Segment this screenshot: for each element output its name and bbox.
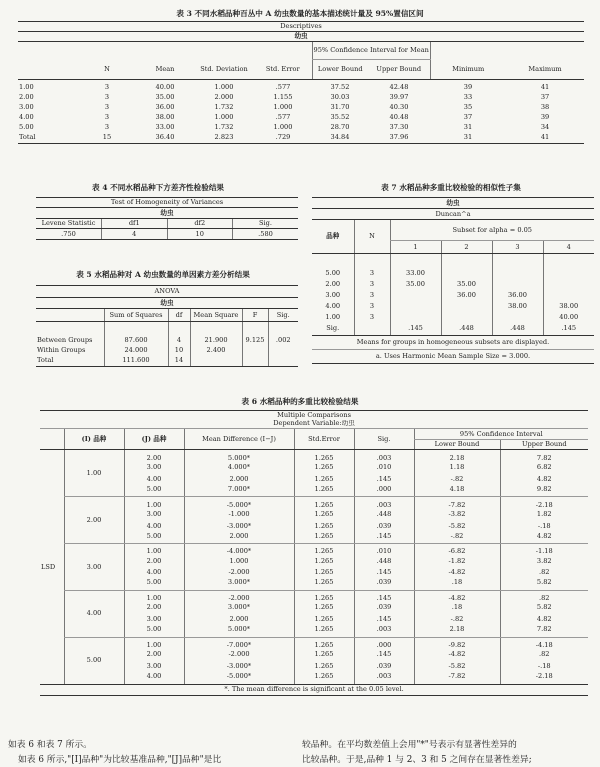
table6-cell: 1.265: [294, 602, 354, 614]
table6-cell: -3.000*: [184, 520, 294, 532]
table3-header-std-dev: Std. Deviation: [194, 60, 254, 80]
table6-title: Multiple Comparisons: [40, 411, 588, 420]
table6-cell: .145: [354, 590, 414, 602]
table6-cell: .448: [354, 555, 414, 567]
table6-cell: -4.18: [500, 637, 588, 649]
table6-cell: 1.265: [294, 508, 354, 520]
table7-method: Duncan^a: [312, 209, 594, 220]
table3-header-mean: Mean: [136, 60, 194, 80]
table7: [312, 197, 594, 364]
table6-cell: 1.265: [294, 462, 354, 474]
table6-cell: 5.000*: [184, 450, 294, 462]
table4-header-df2: df2: [167, 219, 233, 229]
table6-cell: 4.82: [500, 614, 588, 626]
table6-cell: 1.265: [294, 473, 354, 485]
table7-title: 幼虫: [312, 198, 594, 209]
table6-cell: -.18: [500, 660, 588, 672]
table6-cell: 2.00: [124, 602, 184, 614]
table6-cell: -7.82: [414, 497, 500, 509]
table3-header-lower: Lower Bound: [312, 60, 368, 80]
table6-cell: .448: [354, 508, 414, 520]
table6-cell: 7.82: [500, 625, 588, 637]
table6-cell: 3.000*: [184, 579, 294, 591]
table-row: Total 111.600 14: [36, 356, 298, 367]
table-row: 5.00 3 33.00: [312, 268, 594, 279]
table6-cell: .003: [354, 672, 414, 684]
table6-cell: -2.000: [184, 567, 294, 579]
table6-group-i: 1.00: [64, 450, 124, 497]
table6-cell: -2.000: [184, 590, 294, 602]
table6-col-i: (I) 品种: [64, 429, 124, 450]
table6-cell: 1.00: [124, 637, 184, 649]
table6-dependent: Dependent Variable:幼虫: [40, 420, 588, 429]
table6-cell: -1.18: [500, 544, 588, 556]
table6-cell: -3.82: [414, 508, 500, 520]
table5-header-ms: Mean Square: [190, 309, 242, 322]
table6-cell: 2.00: [124, 555, 184, 567]
table6-cell: .145: [354, 567, 414, 579]
table-row: 4.00 3 38.00 38.00: [312, 301, 594, 312]
table6-cell: -2.18: [500, 497, 588, 509]
table6-cell: .039: [354, 660, 414, 672]
table6-cell: -6.82: [414, 544, 500, 556]
table-row: [40, 637, 588, 649]
table3-header-max: Maximum: [506, 60, 584, 80]
table6-cell: -.82: [414, 614, 500, 626]
table6-cell: -5.82: [414, 660, 500, 672]
table6-group-i: 5.00: [64, 637, 124, 684]
table6-cell: .82: [500, 567, 588, 579]
table4-header-levene: Levene Statistic: [36, 219, 102, 229]
table6-cell: 1.265: [294, 497, 354, 509]
table-row: 2.00 3 35.00 35.00: [312, 279, 594, 290]
table3-ci-header: 95% Confidence Interval for Mean: [312, 42, 430, 60]
table7-subset-2: 2: [441, 241, 492, 254]
table5-header-ss: Sum of Squares: [104, 309, 168, 322]
table5-header-f: F: [242, 309, 268, 322]
table-row: 5.00 3 33.00 1.732 1.000 28.70 37.30 31 34: [19, 123, 550, 132]
table6-cell: 4.00: [124, 672, 184, 684]
table6-method: LSD: [41, 562, 56, 571]
table6-cell: 1.265: [294, 579, 354, 591]
table6-cell: .003: [354, 450, 414, 462]
table3-caption: 表 3 不同水稻品种百丛中 A 幼虫数量的基本描述统计量及 95%置信区间: [176, 9, 424, 18]
table6-cell: 4.82: [500, 473, 588, 485]
table6-col-ub: Upper Bound: [500, 440, 588, 450]
table6-cell: 3.000*: [184, 602, 294, 614]
table5-header-sig: Sig.: [268, 309, 298, 322]
table3-subtitle: 幼虫: [18, 32, 584, 42]
table6-cell: 5.82: [500, 602, 588, 614]
table-row: Between Groups 87.600 4 21.900 9.125 .002: [36, 336, 298, 346]
table6-group-i: 2.00: [64, 497, 124, 544]
table4-subtitle: 幼虫: [36, 208, 298, 219]
table6-cell: .003: [354, 625, 414, 637]
table-row: 1.00 3 40.00 1.000 .577 37.52 42.48 39 41: [19, 83, 550, 92]
table6-cell: 3.00: [124, 660, 184, 672]
body-left-line-2: 如表 6 所示,"[I]品种"为比较基准品种,"[J]品种"是比: [18, 755, 222, 765]
table6-cell: 1.265: [294, 614, 354, 626]
table6-cell: 1.265: [294, 555, 354, 567]
table7-subset-4: 4: [543, 241, 594, 254]
table6-cell: 5.00: [124, 485, 184, 497]
table6-cell: .039: [354, 579, 414, 591]
table6-col-se: Std.Error: [294, 429, 354, 450]
table-row: [40, 544, 588, 556]
table6-cell: .039: [354, 602, 414, 614]
table6-cell: -.82: [414, 532, 500, 544]
table6-cell: 1.00: [124, 544, 184, 556]
table6-group-i: 3.00: [64, 544, 124, 591]
table6-cell: .145: [354, 649, 414, 661]
table6-cell: 2.18: [414, 450, 500, 462]
table6-cell: -4.000*: [184, 544, 294, 556]
table6-cell: 4.000*: [184, 462, 294, 474]
table6-cell: -5.000*: [184, 497, 294, 509]
table5-caption: 表 5 水稻品种对 A 幼虫数量的单因素方差分析结果: [76, 270, 250, 279]
table6-cell: 2.000: [184, 532, 294, 544]
table6-cell: -7.000*: [184, 637, 294, 649]
body-right-line-1: 较品种。在平均数差值上会用"*"号表示有显著性差异的: [302, 740, 517, 750]
table6-cell: .010: [354, 462, 414, 474]
table5-header-df: df: [168, 309, 190, 322]
table6-cell: .010: [354, 544, 414, 556]
table3: [18, 21, 584, 144]
table6-cell: 1.265: [294, 450, 354, 462]
table6-cell: 7.000*: [184, 485, 294, 497]
table6-cell: -4.82: [414, 567, 500, 579]
table6-cell: 5.00: [124, 579, 184, 591]
table7-note1: Means for groups in homogeneous subsets are displayed.: [312, 336, 594, 350]
table6-cell: 2.18: [414, 625, 500, 637]
table6-cell: 4.82: [500, 532, 588, 544]
table6-cell: -3.000*: [184, 660, 294, 672]
table-row: Total 15 36.40 2.823 .729 34.84 37.96 31 41: [18, 133, 584, 144]
table6-cell: -9.82: [414, 637, 500, 649]
table6-cell: 2.000: [184, 614, 294, 626]
table6-cell: 1.00: [124, 497, 184, 509]
table6-cell: 1.000: [184, 555, 294, 567]
table-row: [40, 497, 588, 509]
table6-cell: -.18: [500, 520, 588, 532]
table-row: [40, 450, 588, 462]
table6-cell: 5.00: [124, 625, 184, 637]
table6-cell: .000: [354, 485, 414, 497]
table6-cell: -5.82: [414, 520, 500, 532]
table3-header-n: N: [78, 60, 136, 80]
table6-cell: .82: [500, 590, 588, 602]
table-row: 1.00 3 40.00: [312, 312, 594, 323]
table6-cell: 4.18: [414, 485, 500, 497]
table-row: Within Groups 24.000 10 2.400: [36, 346, 298, 356]
table4-caption: 表 4 不同水稻品种下方差齐性检验结果: [91, 183, 225, 192]
table6-cell: 7.82: [500, 450, 588, 462]
table6-cell: 1.82: [500, 508, 588, 520]
table7-caption: 表 7 水稻品种多重比较检验的相似性子集: [381, 183, 521, 192]
table6-cell: 1.265: [294, 625, 354, 637]
table6-cell: 4.00: [124, 567, 184, 579]
table4-header-sig: Sig.: [233, 219, 299, 229]
table7-subset-1: 1: [390, 241, 441, 254]
table6-cell: 1.265: [294, 649, 354, 661]
table5-title: ANOVA: [36, 286, 298, 298]
table6-cell: .145: [354, 614, 414, 626]
table6-cell: 4.00: [124, 520, 184, 532]
table6-cell: 3.00: [124, 508, 184, 520]
table6-cell: 5.000*: [184, 625, 294, 637]
table6-cell: -4.82: [414, 590, 500, 602]
table3-header-upper: Upper Bound: [368, 60, 430, 80]
table4: [36, 197, 298, 240]
table6-cell: .000: [354, 637, 414, 649]
table6-cell: 9.82: [500, 485, 588, 497]
table-row: .750 4 10 .580: [36, 229, 298, 240]
table6-cell: .003: [354, 497, 414, 509]
table6-caption: 表 6 水稻品种的多重比较检验结果: [241, 397, 359, 406]
table6-cell: 1.265: [294, 660, 354, 672]
table6-cell: 3.82: [500, 555, 588, 567]
table5: [36, 285, 298, 367]
table6-cell: 5.00: [124, 532, 184, 544]
table-row: 3.00 3 36.00 36.00: [312, 290, 594, 301]
table-row: 2.00 3 35.00 2.000 1.155 30.03 39.97 33 37: [19, 93, 550, 102]
table6-cell: .18: [414, 602, 500, 614]
table6-cell: 4.00: [124, 473, 184, 485]
table6-cell: 2.000: [184, 473, 294, 485]
table6: [40, 410, 588, 696]
table6-cell: 3.00: [124, 462, 184, 474]
table7-col-n: N: [354, 220, 390, 254]
table6-cell: 1.265: [294, 637, 354, 649]
table6-cell: 1.265: [294, 567, 354, 579]
table6-cell: 3.00: [124, 614, 184, 626]
table6-cell: .18: [414, 579, 500, 591]
table4-title: Test of Homogeneity of Variances: [36, 198, 298, 208]
table3-title: Descriptives: [18, 22, 584, 32]
table6-cell: -1.000: [184, 508, 294, 520]
table6-cell: 1.265: [294, 672, 354, 684]
table6-cell: 1.265: [294, 485, 354, 497]
table6-footnote: *. The mean difference is significant at the 0.05 level.: [40, 684, 588, 695]
table6-cell: 6.82: [500, 462, 588, 474]
table7-subset-header: Subset for alpha = 0.05: [390, 220, 594, 241]
table6-ci-header: 95% Confidence Interval: [414, 429, 588, 440]
table3-header-min: Minimum: [430, 60, 506, 80]
table6-group-i: 4.00: [64, 590, 124, 637]
table6-cell: 1.265: [294, 520, 354, 532]
table6-cell: 1.265: [294, 590, 354, 602]
table3-header-std-error: Std. Error: [254, 60, 312, 80]
table6-cell: 2.00: [124, 649, 184, 661]
table6-col-md: Mean Difference (I−J): [184, 429, 294, 450]
table6-cell: 5.82: [500, 579, 588, 591]
table-row: [40, 590, 588, 602]
table-row: Sig. .145 .448 .448 .145: [312, 323, 594, 336]
table6-cell: 1.265: [294, 544, 354, 556]
table6-cell: -7.82: [414, 672, 500, 684]
table-row: 4.00 3 38.00 1.000 .577 35.52 40.48 37 39: [19, 113, 550, 122]
table6-cell: 1.18: [414, 462, 500, 474]
table6-col-lb: Lower Bound: [414, 440, 500, 450]
table6-col-j: (J) 品种: [124, 429, 184, 450]
table6-cell: -.82: [414, 473, 500, 485]
table6-cell: -1.82: [414, 555, 500, 567]
table5-subtitle: 幼虫: [36, 298, 298, 309]
table6-cell: 1.265: [294, 532, 354, 544]
body-left-line-1: 如表 6 和表 7 所示。: [8, 740, 92, 750]
table4-header-df1: df1: [102, 219, 168, 229]
table6-cell: -2.000: [184, 649, 294, 661]
table6-cell: -2.18: [500, 672, 588, 684]
table6-cell: -4.82: [414, 649, 500, 661]
table6-cell: .145: [354, 532, 414, 544]
table-row: 3.00 3 36.00 1.732 1.000 31.70 40.30 35 38: [19, 103, 550, 112]
table6-cell: .145: [354, 473, 414, 485]
table7-col-variety: 品种: [312, 220, 354, 254]
table6-cell: .82: [500, 649, 588, 661]
table7-note2: a. Uses Harmonic Mean Sample Size = 3.000.: [312, 350, 594, 364]
table6-cell: 1.00: [124, 590, 184, 602]
table6-cell: -5.000*: [184, 672, 294, 684]
table6-cell: 2.00: [124, 450, 184, 462]
table6-col-sig: Sig.: [354, 429, 414, 450]
body-right-line-2: 比较品种。于是,品种 1 与 2、3 和 5 之间存在显著性差异;: [302, 755, 532, 765]
table7-subset-3: 3: [492, 241, 543, 254]
table6-cell: .039: [354, 520, 414, 532]
